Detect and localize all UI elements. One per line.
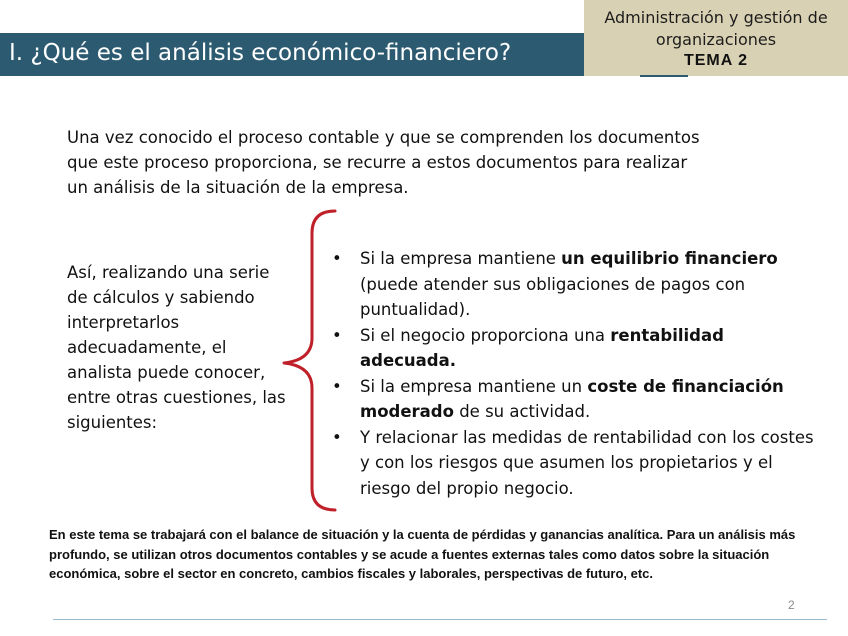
bottom-note: En este tema se trabajará con el balance de situación y la cuenta de pérdidas y ganancias analítica. Para un análisis más profundo, se utilizan otros documentos contables y se acude a fuentes externas tales como datos sobre la situación económica, sobre el sector en concreto, cambios fiscales y laborales, perspectivas de futuro, etc. (49, 527, 796, 581)
intro-line-3: un análisis de la situación de la empresa. (67, 178, 409, 197)
bullet-item (332, 246, 822, 323)
topic-label: TEMA 2 (683, 52, 749, 69)
bullet-item (332, 323, 822, 374)
intro-paragraph (67, 125, 747, 200)
bullet-text: Y relacionar las medidas de rentabilidad con los costes y con los riesgos que asumen los propietarios y el riesgo del propio negocio. (360, 427, 814, 498)
bullet-dot: • (332, 325, 342, 345)
topic-underline (640, 75, 688, 77)
course-name-line1: Administración y gestión de (604, 8, 828, 27)
bullet-text: (puede atender sus obligaciones de pagos con puntualidad). (360, 274, 746, 319)
bullet-item (332, 374, 822, 425)
bullet-bold: coste de financiación moderado (360, 376, 784, 421)
bullet-item (332, 425, 822, 502)
bullet-bold: un equilibrio financiero (561, 249, 778, 268)
bullet-dot: • (332, 427, 342, 447)
bullet-text: de su actividad. (453, 402, 591, 421)
curly-brace (280, 208, 340, 512)
footer-divider (53, 619, 827, 620)
bullet-dot: • (332, 249, 342, 268)
bullet-dot: • (332, 376, 342, 396)
page-number: 2 (788, 598, 795, 612)
intro-line-2: que este proceso proporciona, se recurre a estos documentos para realizar (67, 153, 688, 172)
bullet-text: Si la empresa mantiene (360, 249, 562, 268)
course-name (592, 7, 840, 51)
bullet-bold: rentabilidad adecuada. (360, 325, 724, 370)
bullet-text: Si el negocio proporciona una (360, 325, 611, 345)
left-paragraph: Así, realizando una serie de cálculos y sabiendo interpretarlos adecuadamente, el analista puede conocer, entre otras cuestiones, las siguientes: (67, 263, 286, 432)
intro-line-1: Una vez conocido el proceso contable y que se comprenden los documentos (67, 128, 700, 147)
course-name-line2: organizaciones (655, 30, 777, 49)
slide-title: I. ¿Qué es el análisis económico-financiero? (9, 40, 512, 66)
bullet-text: Si la empresa mantiene un (360, 376, 588, 396)
bullet-list (332, 246, 822, 501)
